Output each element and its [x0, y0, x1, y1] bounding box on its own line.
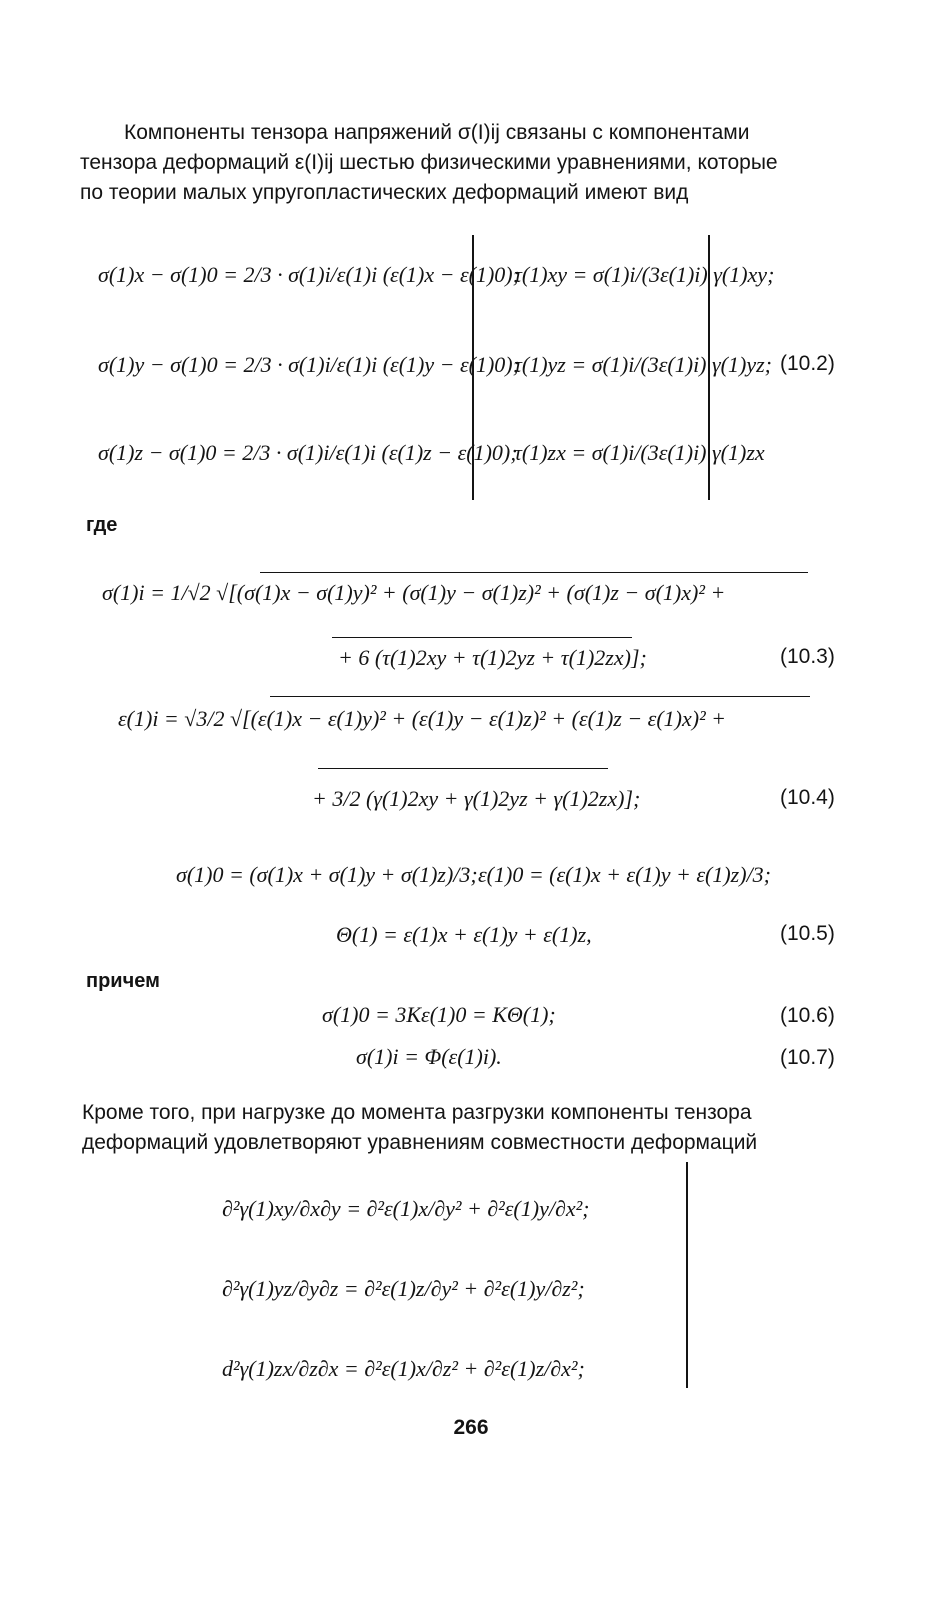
- eq-10-7: σ(1)i = Φ(ε(1)i).: [356, 1044, 502, 1069]
- eq-10-6: σ(1)0 = 3Kε(1)0 = KΘ(1);: [322, 1002, 556, 1027]
- compat-eq-2: ∂²γ(1)yz/∂y∂z = ∂²ε(1)z/∂y² + ∂²ε(1)y/∂z²;: [222, 1276, 585, 1301]
- compat-eq-3: d²γ(1)zx/∂z∂x = ∂²ε(1)x/∂z² + ∂²ε(1)z/∂x²;: [222, 1356, 585, 1381]
- eq-10-3-line-2: + 6 (τ(1)2xy + τ(1)2yz + τ(1)2zx)];: [338, 645, 647, 670]
- eq-10-2-left-2: σ(1)y − σ(1)0 = 2/3 · σ(1)i/ε(1)i (ε(1)y − ε(1)0);: [98, 352, 520, 377]
- intro-line: по теории малых упругопластических деформаций имеют вид: [80, 181, 689, 204]
- eq-10-2-left-3: σ(1)z − σ(1)0 = 2/3 · σ(1)i/ε(1)i (ε(1)z − ε(1)0);: [98, 440, 518, 465]
- compat-eq-1: ∂²γ(1)xy/∂x∂y = ∂²ε(1)x/∂y² + ∂²ε(1)y/∂x²;: [222, 1196, 590, 1221]
- eq-10-2-right-3: τ(1)zx = σ(1)i/(3ε(1)i) γ(1)zx: [514, 440, 765, 465]
- page-number: 266: [453, 1416, 489, 1439]
- radical-bar: [260, 572, 808, 573]
- eq-number-10-7: (10.7): [780, 1046, 835, 1069]
- eq-number-10-3: (10.3): [780, 645, 835, 668]
- radical-bar: [332, 637, 632, 638]
- eq-10-5-theta: Θ(1) = ε(1)x + ε(1)y + ε(1)z,: [336, 922, 592, 947]
- left-brace: [472, 235, 474, 500]
- eq-10-4-line-2: + 3/2 (γ(1)2xy + γ(1)2yz + γ(1)2zx)];: [312, 786, 641, 811]
- eq-10-5-eps0: ε(1)0 = (ε(1)x + ε(1)y + ε(1)z)/3;: [478, 862, 772, 887]
- eq-10-5-sigma0: σ(1)0 = (σ(1)x + σ(1)y + σ(1)z)/3;: [176, 862, 478, 887]
- eq-number-10-2: (10.2): [780, 352, 835, 375]
- eq-number-10-4: (10.4): [780, 786, 835, 809]
- compat-line: деформаций удовлетворяют уравнениям совместности деформаций: [82, 1131, 758, 1154]
- eq-number-10-5: (10.5): [780, 922, 835, 945]
- eq-10-2-right-1: τ(1)xy = σ(1)i/(3ε(1)i) γ(1)xy;: [514, 262, 775, 287]
- compat-paragraph: [82, 1098, 882, 1158]
- intro-line: тензора деформаций ε(I)ij шестью физическими уравнениями, которые: [80, 151, 778, 174]
- intro-line: Компоненты тензора напряжений σ(I)ij связаны с компонентами: [124, 121, 750, 144]
- eq-10-2-right-2: τ(1)yz = σ(1)i/(3ε(1)i) γ(1)yz;: [514, 352, 772, 377]
- intro-paragraph: [80, 118, 880, 208]
- compat-line: Кроме того, при нагрузке до момента разгрузки компоненты тензора: [82, 1101, 752, 1124]
- moreover-word: причем: [86, 970, 160, 992]
- eq-number-10-6: (10.6): [780, 1004, 835, 1027]
- eq-10-3-line-1: σ(1)i = 1/√2 √[(σ(1)x − σ(1)y)² + (σ(1)y − σ(1)z)² + (σ(1)z − σ(1)x)² +: [102, 580, 726, 605]
- radical-bar: [318, 768, 608, 769]
- right-brace: [708, 235, 710, 500]
- eq-10-2-left-1: σ(1)x − σ(1)0 = 2/3 · σ(1)i/ε(1)i (ε(1)x − ε(1)0);: [98, 262, 520, 287]
- compat-brace: [686, 1162, 688, 1388]
- radical-bar: [270, 696, 810, 697]
- where-word: где: [86, 514, 118, 536]
- eq-10-4-line-1: ε(1)i = √3/2 √[(ε(1)x − ε(1)y)² + (ε(1)y − ε(1)z)² + (ε(1)z − ε(1)x)² +: [118, 706, 727, 731]
